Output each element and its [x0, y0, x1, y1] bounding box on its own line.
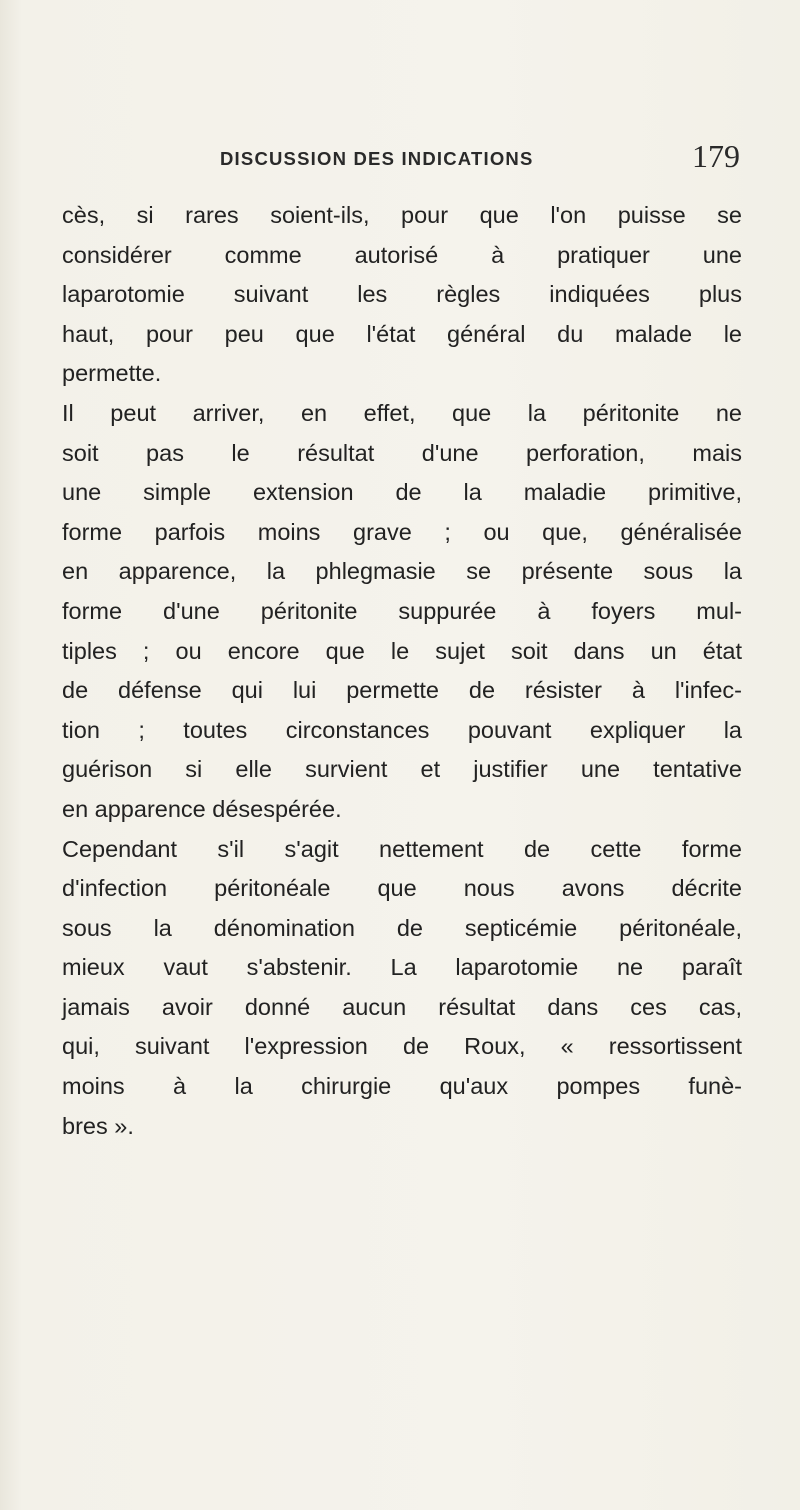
- text-line: soit pas le résultat d'une perforation, mais: [62, 439, 742, 466]
- page-header: [220, 138, 740, 182]
- text-line: cès, si rares soient-ils, pour que l'on puisse se: [62, 202, 742, 228]
- running-title: DISCUSSION DES INDICATIONS: [220, 148, 534, 169]
- text-line: qui, suivant l'expression de Roux, « ressortissent: [62, 1033, 742, 1060]
- text-line: d'infection péritonéale que nous avons décrite: [62, 875, 742, 902]
- text-line: jamais avoir donné aucun résultat dans ces cas,: [62, 993, 742, 1020]
- text-line: de défense qui lui permette de résister à l'infec-: [62, 677, 742, 704]
- text-line: Cependant s'il s'agit nettement de cette forme: [62, 835, 742, 862]
- text-line: en apparence désespérée.: [62, 795, 342, 822]
- text-line: tiples ; ou encore que le sujet soit dans un état: [62, 637, 742, 664]
- text-line: guérison si elle survient et justifier une tentative: [62, 756, 742, 783]
- text-line: tion ; toutes circonstances pouvant expliquer la: [62, 716, 742, 743]
- text-line: mieux vaut s'abstenir. La laparotomie ne paraît: [62, 954, 742, 981]
- body-text: [62, 196, 742, 1146]
- text-line: laparotomie suivant les règles indiquées plus: [62, 281, 742, 308]
- text-line: permette.: [62, 360, 162, 387]
- text-line: forme d'une péritonite suppurée à foyers mul-: [62, 597, 742, 624]
- text-line: en apparence, la phlegmasie se présente sous la: [62, 558, 742, 585]
- page-number: 179: [692, 138, 740, 174]
- text-line: Il peut arriver, en effet, que la péritonite ne: [62, 399, 742, 426]
- text-line: haut, pour peu que l'état général du malade le: [62, 320, 742, 347]
- text-line: moins à la chirurgie qu'aux pompes funè-: [62, 1073, 742, 1100]
- text-line: considérer comme autorisé à pratiquer une: [62, 241, 742, 268]
- text-line: bres ».: [62, 1112, 134, 1139]
- text-line: sous la dénomination de septicémie péritonéale,: [62, 914, 742, 941]
- text-line: une simple extension de la maladie primitive,: [62, 479, 742, 506]
- text-line: forme parfois moins grave ; ou que, généralisée: [62, 518, 742, 545]
